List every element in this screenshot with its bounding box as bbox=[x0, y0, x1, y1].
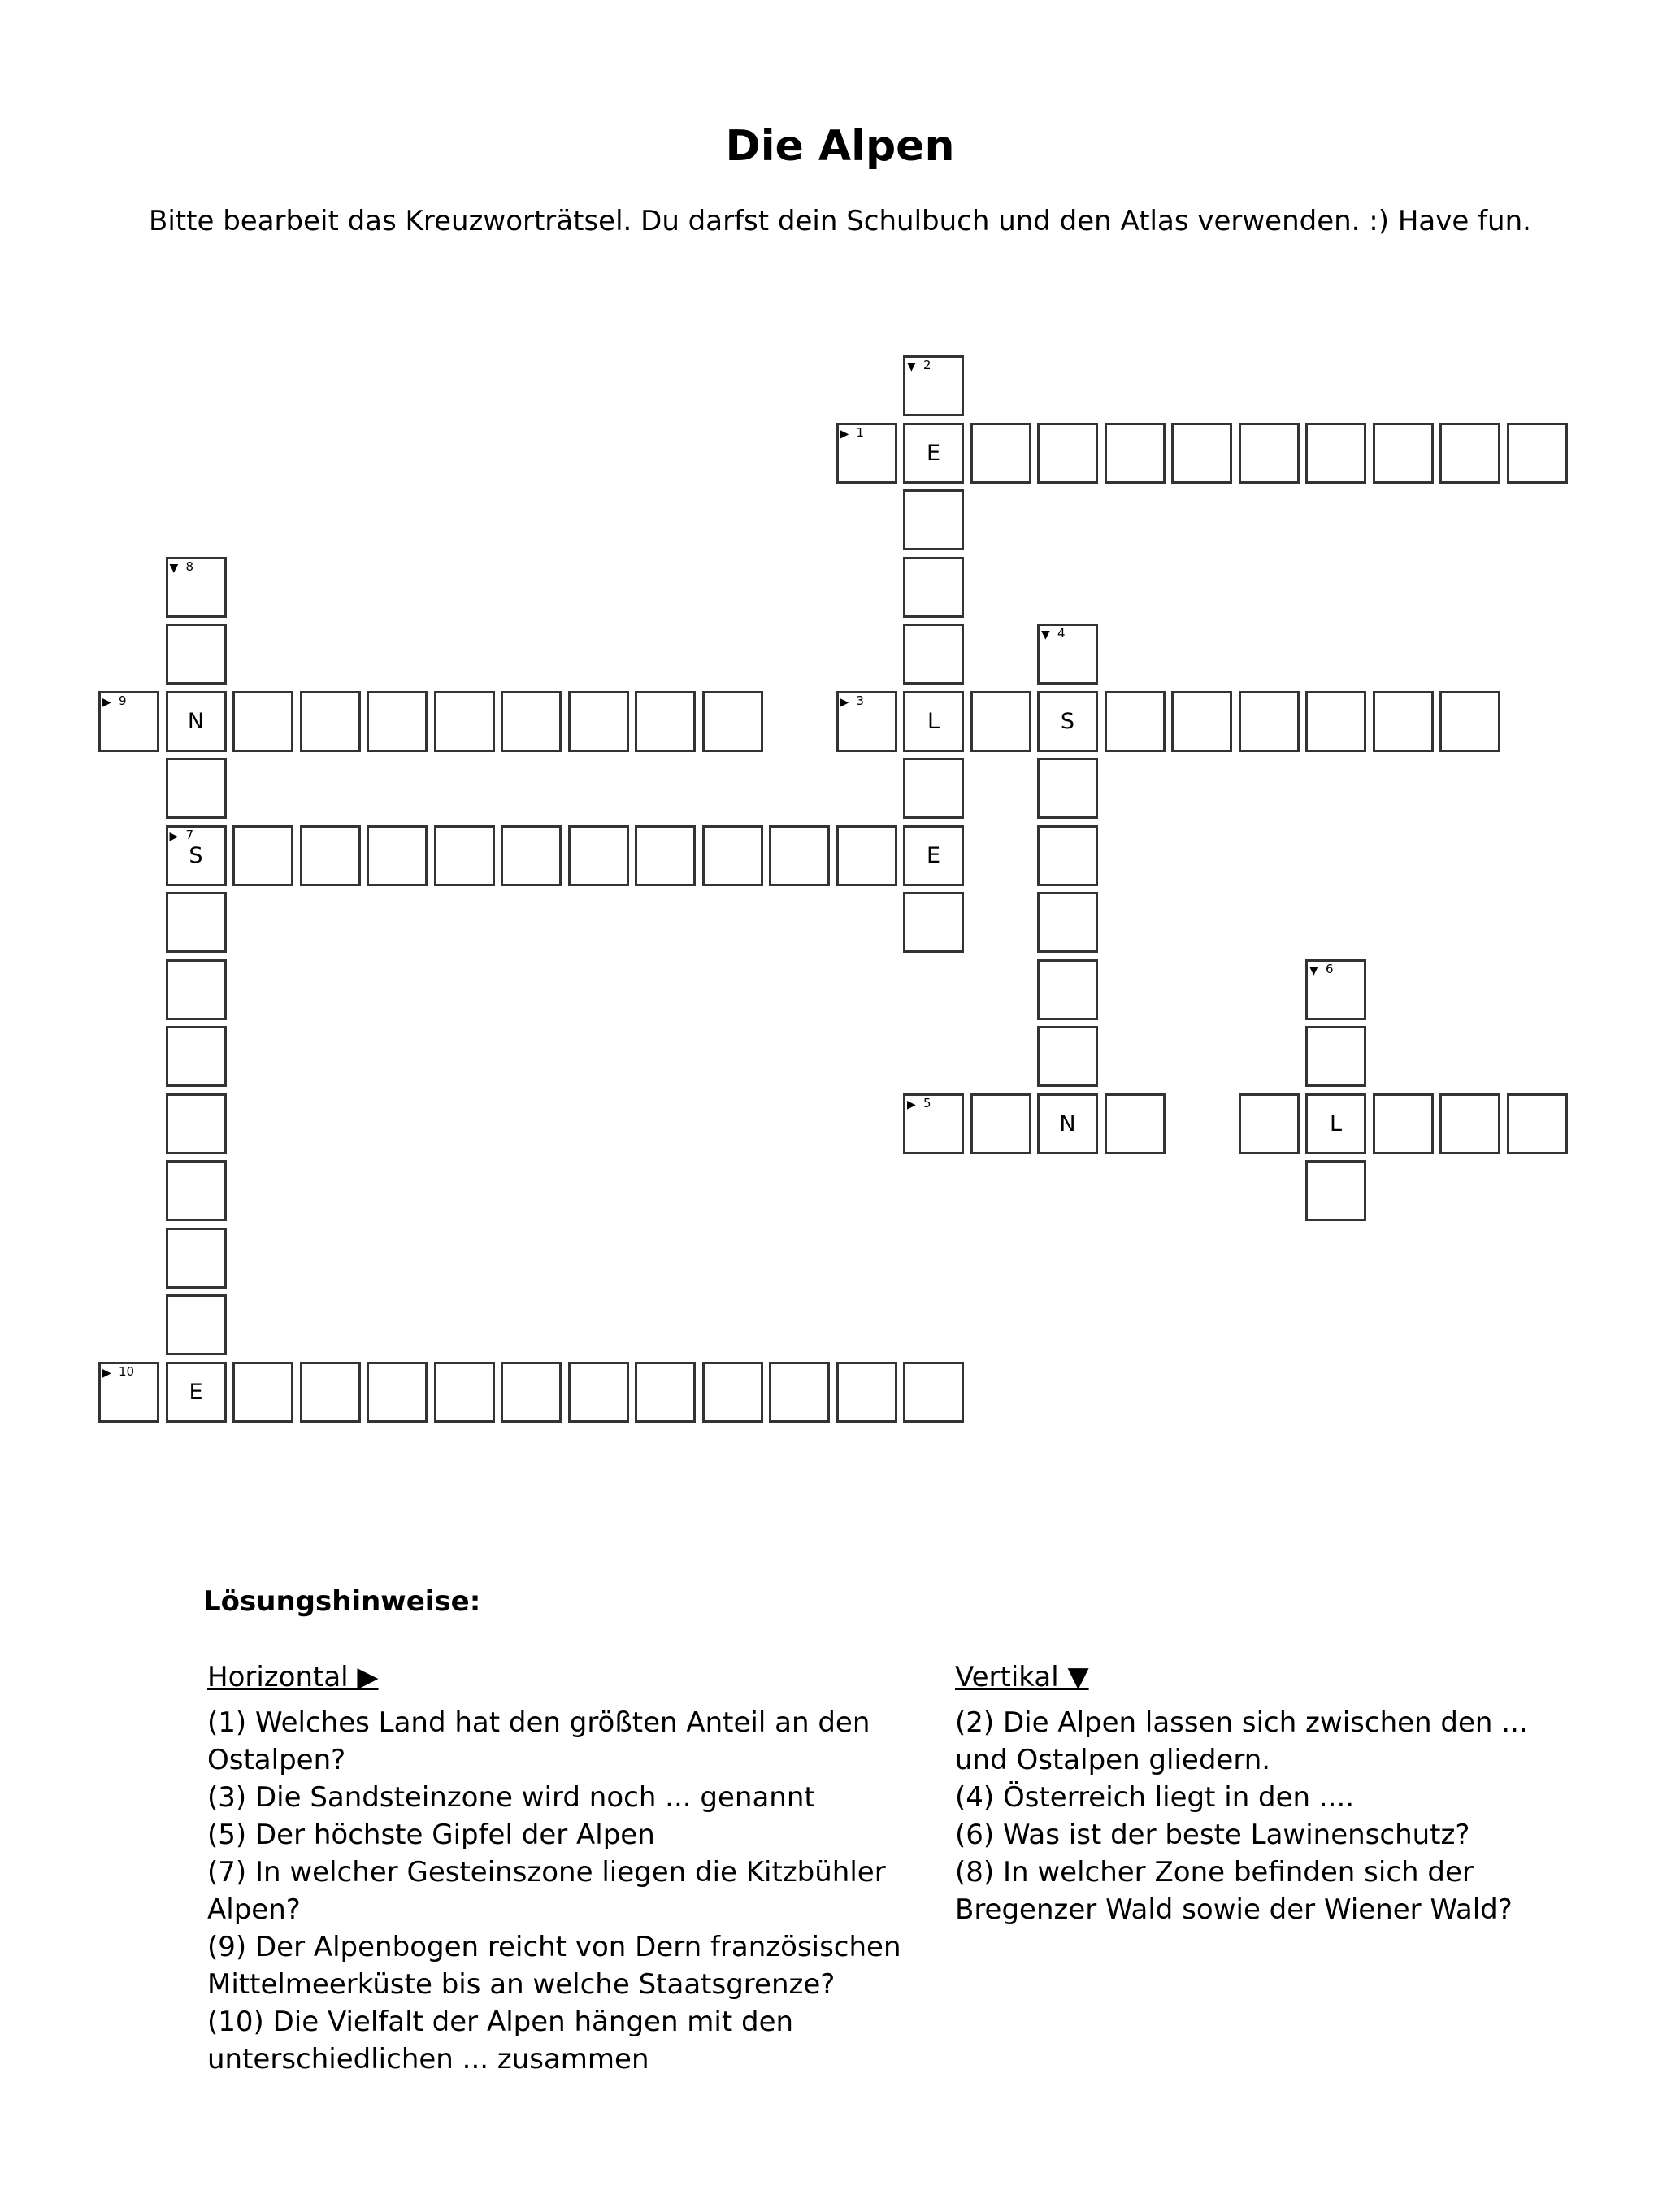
crossword-cell[interactable] bbox=[166, 624, 227, 685]
crossword-cell[interactable] bbox=[903, 758, 964, 819]
given-letter: S bbox=[1060, 708, 1075, 734]
crossword-cell[interactable] bbox=[836, 423, 897, 484]
crossword-cell[interactable] bbox=[903, 1362, 964, 1423]
vertical-clues-heading: Vertikal ▼ bbox=[955, 1661, 1089, 1693]
crossword-cell[interactable] bbox=[903, 825, 964, 886]
crossword-cell[interactable] bbox=[434, 1362, 495, 1423]
crossword-cell[interactable] bbox=[836, 1362, 897, 1423]
crossword-cell[interactable] bbox=[970, 1093, 1031, 1154]
crossword-cell[interactable] bbox=[568, 1362, 629, 1423]
crossword-cell[interactable] bbox=[1305, 423, 1366, 484]
crossword-cell[interactable] bbox=[1305, 959, 1366, 1020]
clue-down-8: (8) In welcher Zone befinden sich der Bregenzer Wald sowie der Wiener Wald? bbox=[955, 1856, 1513, 1926]
crossword-cell[interactable] bbox=[702, 825, 763, 886]
arrow-right-icon: ▶ bbox=[102, 1366, 111, 1380]
clue-across-1: (1) Welches Land hat den größten Anteil an den Ostalpen? bbox=[207, 1706, 870, 1776]
given-letter: N bbox=[187, 708, 205, 734]
crossword-cell[interactable] bbox=[166, 691, 227, 752]
crossword-cell[interactable] bbox=[1037, 423, 1098, 484]
crossword-cell[interactable] bbox=[300, 825, 361, 886]
crossword-cell[interactable] bbox=[166, 1160, 227, 1221]
clue-number: 2 bbox=[923, 358, 931, 372]
crossword-cell[interactable] bbox=[1037, 691, 1098, 752]
crossword-cell[interactable] bbox=[702, 1362, 763, 1423]
arrow-down-icon: ▼ bbox=[1041, 628, 1050, 641]
crossword-cell[interactable] bbox=[903, 423, 964, 484]
crossword-cell[interactable] bbox=[1439, 691, 1500, 752]
clue-number: 10 bbox=[119, 1363, 135, 1379]
given-letter: L bbox=[1329, 1111, 1343, 1137]
clue-number: 9 bbox=[119, 693, 127, 708]
crossword-cell[interactable] bbox=[1439, 423, 1500, 484]
crossword-cell[interactable] bbox=[166, 1228, 227, 1289]
vertical-clues bbox=[955, 1658, 1573, 1928]
crossword-cell[interactable] bbox=[166, 758, 227, 819]
crossword-cell[interactable] bbox=[1305, 1093, 1366, 1154]
arrow-right-icon: ▶ bbox=[169, 829, 179, 843]
clue-number: 6 bbox=[1326, 961, 1334, 976]
horizontal-clues bbox=[207, 1658, 914, 2078]
crossword-cell[interactable] bbox=[434, 691, 495, 752]
clue-across-5: (5) Der höchste Gipfel der Alpen bbox=[207, 1819, 655, 1851]
crossword-cell[interactable] bbox=[1037, 758, 1098, 819]
crossword-cell[interactable] bbox=[232, 691, 293, 752]
given-letter: S bbox=[189, 842, 203, 868]
arrow-right-icon: ▶ bbox=[907, 1098, 916, 1111]
crossword-cell[interactable] bbox=[903, 489, 964, 550]
crossword-cell[interactable] bbox=[232, 825, 293, 886]
arrow-right-icon: ▶ bbox=[102, 695, 111, 709]
clue-number: 4 bbox=[1057, 626, 1066, 641]
crossword-cell[interactable] bbox=[1305, 691, 1366, 752]
crossword-cell[interactable] bbox=[367, 825, 428, 886]
clue-number: 7 bbox=[185, 827, 194, 842]
crossword-cell[interactable] bbox=[501, 1362, 562, 1423]
crossword-cell[interactable] bbox=[98, 1362, 159, 1423]
crossword-cell[interactable] bbox=[1373, 691, 1434, 752]
clue-across-10: (10) Die Vielfalt der Alpen hängen mit den unterschiedlichen ... zusammen bbox=[207, 2006, 794, 2075]
crossword-cell[interactable] bbox=[1239, 691, 1300, 752]
arrow-down-icon: ▼ bbox=[169, 561, 179, 575]
crossword-cell[interactable] bbox=[568, 691, 629, 752]
crossword-cell[interactable] bbox=[166, 1026, 227, 1087]
crossword-cell[interactable] bbox=[903, 355, 964, 416]
crossword-cell[interactable] bbox=[98, 691, 159, 752]
instructions-text: Bitte bearbeit das Kreuzworträtsel. Du darfst dein Schulbuch und den Atlas verwenden. :) Have fun. bbox=[149, 205, 1531, 237]
crossword-cell[interactable] bbox=[300, 691, 361, 752]
crossword-cell[interactable] bbox=[1037, 1093, 1098, 1154]
crossword-cell[interactable] bbox=[1239, 423, 1300, 484]
clue-number: 5 bbox=[923, 1095, 931, 1111]
given-letter: N bbox=[1059, 1111, 1076, 1137]
crossword-cell[interactable] bbox=[300, 1362, 361, 1423]
crossword-cell[interactable] bbox=[836, 825, 897, 886]
crossword-cell[interactable] bbox=[1305, 1160, 1366, 1221]
crossword-cell[interactable] bbox=[501, 825, 562, 886]
crossword-cell[interactable] bbox=[1105, 691, 1166, 752]
clue-number: 8 bbox=[185, 559, 194, 574]
crossword-cell[interactable] bbox=[903, 1093, 964, 1154]
crossword-cell[interactable] bbox=[367, 691, 428, 752]
crossword-cell[interactable] bbox=[1305, 1026, 1366, 1087]
crossword-cell[interactable] bbox=[1105, 423, 1166, 484]
clue-across-9: (9) Der Alpenbogen reicht von Dern französischen Mittelmeerküste bis an welche Staatsgrenze? bbox=[207, 1931, 901, 2001]
crossword-cell[interactable] bbox=[635, 825, 696, 886]
crossword-cell[interactable] bbox=[1037, 892, 1098, 953]
crossword-cell[interactable] bbox=[501, 691, 562, 752]
crossword-cell[interactable] bbox=[166, 1093, 227, 1154]
crossword-cell[interactable] bbox=[1037, 624, 1098, 685]
crossword-cell[interactable] bbox=[1037, 959, 1098, 1020]
crossword-cell[interactable] bbox=[166, 825, 227, 886]
crossword-cell[interactable] bbox=[836, 691, 897, 752]
crossword-cell[interactable] bbox=[1037, 825, 1098, 886]
clue-number: 3 bbox=[856, 693, 865, 708]
given-letter: E bbox=[926, 842, 941, 868]
arrow-down-icon: ▼ bbox=[1309, 963, 1318, 977]
crossword-cell[interactable] bbox=[769, 825, 830, 886]
crossword-cell[interactable] bbox=[1507, 423, 1568, 484]
crossword-cell[interactable] bbox=[166, 959, 227, 1020]
page-title: Die Alpen bbox=[725, 122, 955, 171]
horizontal-clues-heading: Horizontal ▶ bbox=[207, 1661, 379, 1693]
crossword-cell[interactable] bbox=[1171, 423, 1232, 484]
crossword-cell[interactable] bbox=[1439, 1093, 1500, 1154]
arrow-right-icon: ▶ bbox=[840, 695, 849, 709]
crossword-cell[interactable] bbox=[1037, 1026, 1098, 1087]
crossword-cell[interactable] bbox=[903, 557, 964, 618]
crossword-cell[interactable] bbox=[903, 691, 964, 752]
crossword-cell[interactable] bbox=[970, 423, 1031, 484]
clue-across-7: (7) In welcher Gesteinszone liegen die Kitzbühler Alpen? bbox=[207, 1856, 886, 1926]
crossword-cell[interactable] bbox=[903, 624, 964, 685]
arrow-down-icon: ▼ bbox=[907, 360, 916, 373]
crossword-cell[interactable] bbox=[970, 691, 1031, 752]
crossword-cell[interactable] bbox=[367, 1362, 428, 1423]
crossword-cell[interactable] bbox=[635, 1362, 696, 1423]
crossword-cell[interactable] bbox=[166, 1362, 227, 1423]
clue-down-6: (6) Was ist der beste Lawinenschutz? bbox=[955, 1819, 1470, 1851]
crossword-cell[interactable] bbox=[1105, 1093, 1166, 1154]
crossword-cell[interactable] bbox=[166, 892, 227, 953]
crossword-cell[interactable] bbox=[1373, 1093, 1434, 1154]
crossword-cell[interactable] bbox=[1507, 1093, 1568, 1154]
crossword-cell[interactable] bbox=[1373, 423, 1434, 484]
clue-number: 1 bbox=[856, 424, 865, 440]
crossword-cell[interactable] bbox=[702, 691, 763, 752]
crossword-cell[interactable] bbox=[1171, 691, 1232, 752]
clue-down-2: (2) Die Alpen lassen sich zwischen den ... und Ostalpen gliedern. bbox=[955, 1706, 1528, 1776]
crossword-cell[interactable] bbox=[232, 1362, 293, 1423]
clue-across-3: (3) Die Sandsteinzone wird noch ... genannt bbox=[207, 1781, 815, 1814]
clues-heading: Lösungshinweise: bbox=[203, 1585, 481, 1618]
crossword-cell[interactable] bbox=[166, 557, 227, 618]
crossword-cell[interactable] bbox=[903, 892, 964, 953]
crossword-cell[interactable] bbox=[769, 1362, 830, 1423]
clue-down-4: (4) Österreich liegt in den .... bbox=[955, 1781, 1355, 1814]
crossword-cell[interactable] bbox=[166, 1294, 227, 1355]
given-letter: E bbox=[926, 440, 941, 466]
crossword-cell[interactable] bbox=[568, 825, 629, 886]
arrow-right-icon: ▶ bbox=[840, 427, 849, 441]
crossword-cell[interactable] bbox=[635, 691, 696, 752]
given-letter: E bbox=[189, 1379, 203, 1405]
crossword-cell[interactable] bbox=[434, 825, 495, 886]
given-letter: L bbox=[927, 708, 940, 734]
crossword-cell[interactable] bbox=[1239, 1093, 1300, 1154]
